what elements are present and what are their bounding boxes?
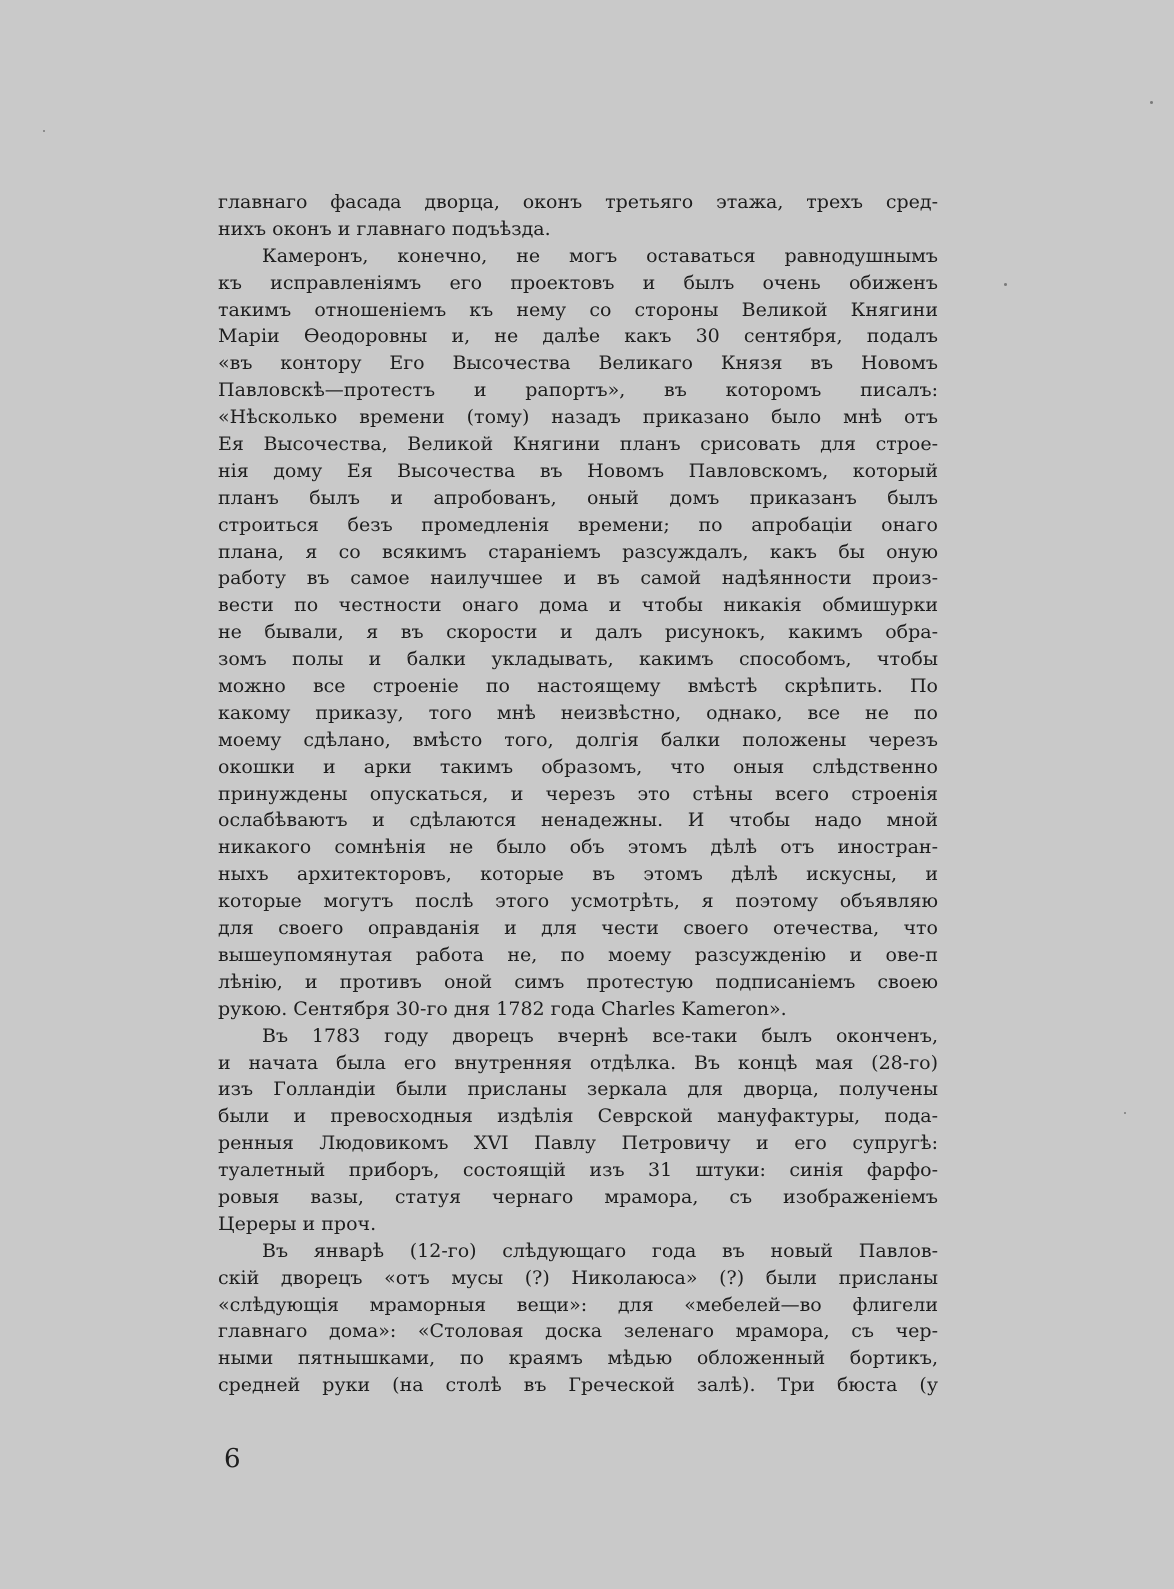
- text-line: къ исправленіямъ его проектовъ и былъ очень обиженъ: [218, 271, 938, 294]
- text-line: работу въ самое наилучшее и въ самой надѣянности произ-: [218, 567, 938, 590]
- text-line: и начата была его внутренняя отдѣлка. Въ концѣ мая (28-го): [218, 1051, 938, 1074]
- text-line: средней руки (на столѣ въ Греческой залѣ). Три бюста (у: [218, 1374, 938, 1397]
- text-line: рукою. Сентября 30-го дня 1782 года Charles Kameron».: [218, 997, 787, 1020]
- text-line: ренныя Людовикомъ XVI Павлу Петровичу и его супругѣ:: [218, 1132, 938, 1155]
- page-number: 6: [224, 1444, 241, 1474]
- text-line: ослабѣваютъ и сдѣлаются ненадежны. И чтобы надо мной: [218, 809, 938, 832]
- text-line: можно все строеніе по настоящему вмѣстѣ скрѣпить. По: [218, 675, 938, 698]
- text-line: Павловскѣ—протестъ и рапортъ», въ которомъ писалъ:: [218, 379, 938, 402]
- text-line: были и превосходныя издѣлія Севрской мануфактуры, пода-: [218, 1105, 938, 1128]
- text-line: ныхъ архитекторовъ, которые въ этомъ дѣлѣ искусны, и: [218, 863, 938, 886]
- text-line: Цереры и проч.: [218, 1212, 377, 1235]
- text-line: Маріи Ѳеодоровны и, не далѣе какъ 30 сентября, подалъ: [218, 325, 938, 348]
- text-line: вести по честности онаго дома и чтобы никакія обмишурки: [218, 594, 938, 617]
- text-line: такимъ отношеніемъ къ нему со стороны Великой Княгини: [218, 298, 938, 321]
- text-line: «въ контору Его Высочества Великаго Князя въ Новомъ: [218, 352, 938, 375]
- text-line: туалетный приборъ, состоящій изъ 31 штуки: синія фарфо-: [218, 1159, 938, 1182]
- text-line: для своего оправданія и для чести своего отечества, что: [218, 917, 938, 940]
- text-line: главнаго дома»: «Столовая доска зеленаго мрамора, съ чер-: [218, 1320, 938, 1343]
- paper-speck: [1150, 101, 1153, 104]
- body-text: [218, 189, 938, 1399]
- paper-speck: [1004, 283, 1007, 286]
- paragraph-start-line: Въ январѣ (12-го) слѣдующаго года въ новый Павлов-: [262, 1239, 938, 1262]
- text-line: никакого сомнѣнія не было объ этомъ дѣлѣ отъ иностран-: [218, 836, 938, 859]
- text-line: которые могутъ послѣ этого усмотрѣть, я поэтому объявляю: [218, 890, 938, 913]
- text-line: плана, я со всякимъ стараніемъ разсуждалъ, какъ бы оную: [218, 540, 938, 563]
- text-line: изъ Голландіи были присланы зеркала для дворца, получены: [218, 1078, 938, 1101]
- text-line: моему сдѣлано, вмѣсто того, долгія балки положены черезъ: [218, 728, 938, 751]
- paper-speck: [43, 130, 45, 132]
- text-line: нихъ оконъ и главнаго подъѣзда.: [218, 217, 551, 240]
- text-line: планъ былъ и апробованъ, оный домъ приказанъ былъ: [218, 486, 938, 509]
- text-line: «слѣдующія мраморныя вещи»: для «мебелей—во флигели: [218, 1293, 938, 1316]
- text-line: принуждены опускаться, и черезъ это стѣны всего строенія: [218, 782, 938, 805]
- text-line: нія дому Ея Высочества въ Новомъ Павловскомъ, который: [218, 459, 938, 482]
- text-line: окошки и арки такимъ образомъ, что оныя слѣдственно: [218, 755, 938, 778]
- text-line: скій дворецъ «отъ мусы (?) Николаюса» (?) были присланы: [218, 1266, 938, 1289]
- text-line: вышеупомянутая работа не, по моему разсужденію и ове-п: [218, 943, 938, 966]
- text-line: ными пятнышками, по краямъ мѣдью обложенный бортикъ,: [218, 1347, 938, 1370]
- text-line: строиться безъ промедленія времени; по апробаціи онаго: [218, 513, 938, 536]
- paragraph-start-line: Въ 1783 году дворецъ вчернѣ все-таки былъ оконченъ,: [262, 1024, 938, 1047]
- text-line: лѣнію, и противъ оной симъ протестую подписаніемъ своею: [218, 970, 938, 993]
- text-line: зомъ полы и балки укладывать, какимъ способомъ, чтобы: [218, 648, 938, 671]
- text-line: какому приказу, того мнѣ неизвѣстно, однако, все не по: [218, 701, 938, 724]
- text-line: Ея Высочества, Великой Княгини планъ срисовать для строе-: [218, 433, 938, 456]
- text-line: главнаго фасада дворца, оконъ третьяго этажа, трехъ сред-: [218, 191, 938, 213]
- text-line: не бывали, я въ скорости и далъ рисунокъ, какимъ обра-: [218, 621, 938, 644]
- text-line: «Нѣсколько времени (тому) назадъ приказано было мнѣ отъ: [218, 406, 938, 429]
- paper-speck: [1124, 1112, 1126, 1114]
- text-line: ровыя вазы, статуя чернаго мрамора, съ изображеніемъ: [218, 1185, 938, 1208]
- paragraph-start-line: Камеронъ, конечно, не могъ оставаться равнодушнымъ: [262, 244, 938, 267]
